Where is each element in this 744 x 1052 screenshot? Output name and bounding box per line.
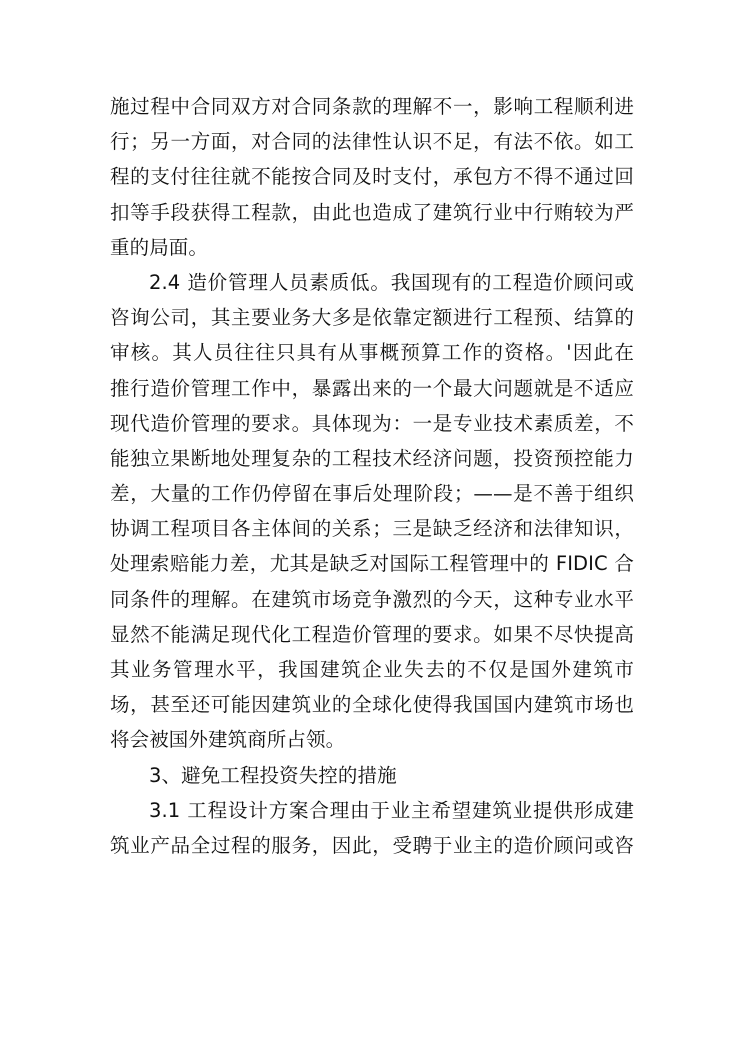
text-line: 筑业产品全过程的服务，因此，受聘于业主的造价顾问或咨	[110, 833, 634, 857]
section-heading-3: 3、避免工程投资失控的措施	[149, 763, 397, 787]
text-line: 协调工程项目各主体间的关系；三是缺乏经济和法律知识，	[110, 517, 634, 541]
text-line: 扣等手段获得工程款，由此也造成了建筑行业中行贿较为严	[110, 200, 634, 224]
text-line: 重的局面。	[110, 235, 209, 259]
text-line: 能独立果断地处理复杂的工程技术经济问题，投资预控能力	[110, 446, 634, 470]
text-line: 审核。其人员往往只具有从事概预算工作的资格。'因此在	[110, 341, 634, 365]
text-line: 推行造价管理工作中，暴露出来的一个最大问题就是不适应	[110, 376, 634, 400]
text-line: 差，大量的工作仍停留在事后处理阶段；——是不善于组织	[110, 482, 634, 506]
text-line: 同条件的理解。在建筑市场竞争激烈的今天，这种专业水平	[110, 587, 634, 611]
text-line: 显然不能满足现代化工程造价管理的要求。如果不尽快提高	[110, 622, 634, 646]
text-line: 程的支付往往就不能按合同及时支付，承包方不得不通过回	[110, 165, 634, 189]
text-line: 咨询公司，其主要业务大多是依靠定额进行工程预、结算的	[110, 306, 634, 330]
section-2-4-line: 2.4 造价管理人员素质低。我国现有的工程造价顾问或	[149, 270, 634, 294]
text-line: 施过程中合同双方对合同条款的理解不一，影响工程顺利进	[110, 95, 634, 118]
text-line: 行；另一方面，对合同的法律性认识不足，有法不依。如工	[110, 130, 634, 154]
text-line: 处理索赔能力差，尤其是缺乏对国际工程管理中的 FIDIC 合	[110, 552, 634, 576]
text-line: 其业务管理水平，我国建筑企业失去的不仅是国外建筑市	[110, 658, 634, 681]
text-line: 将会被国外建筑商所占领。	[110, 728, 346, 752]
section-3-1-line: 3.1 工程设计方案合理由于业主希望建筑业提供形成建	[149, 798, 634, 822]
text-line: 现代造价管理的要求。具体现为：一是专业技术素质差，不	[110, 411, 634, 435]
body-text	[110, 89, 634, 863]
text-line: 场，甚至还可能因建筑业的全球化使得我国国内建筑市场也	[110, 693, 634, 717]
